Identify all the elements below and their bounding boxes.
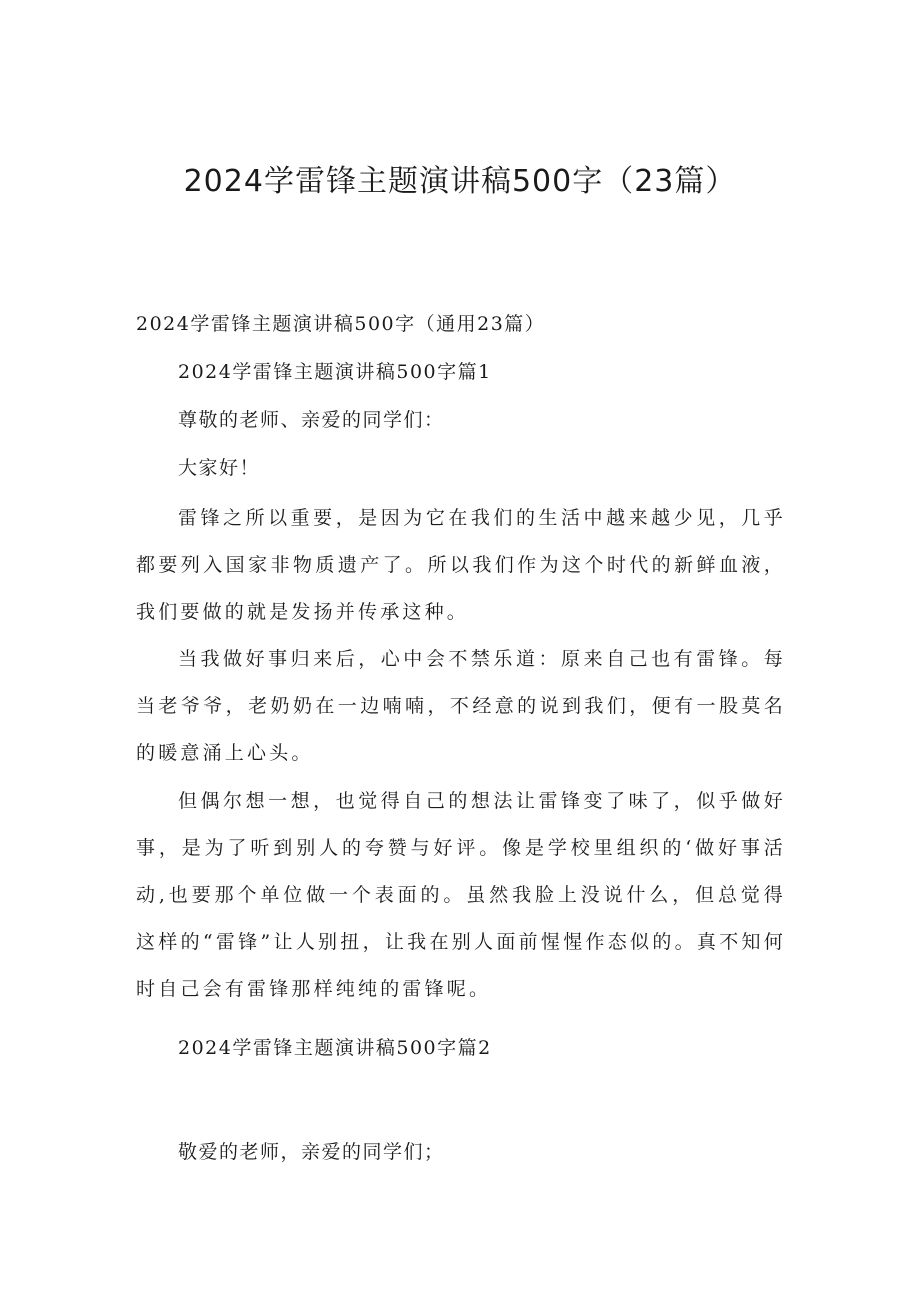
paragraph-1: 雷锋之所以重要，是因为它在我们的生活中越来越少见，几乎都要列入国家非物质遗产了。所以我们作为这个时代的新鲜血液，我们要做的就是发扬并传承这种。 bbox=[136, 507, 786, 623]
greeting-2: 敬爱的老师，亲爱的同学们； bbox=[178, 1141, 445, 1163]
hello-line: 大家好！ bbox=[178, 457, 261, 479]
document-title: 2024学雷锋主题演讲稿500字（23篇） bbox=[183, 164, 737, 199]
document-subtitle: 2024学雷锋主题演讲稿500字（通用23篇） bbox=[136, 313, 546, 335]
greeting-1: 尊敬的老师、亲爱的同学们： bbox=[178, 409, 445, 431]
paragraph-2: 当我做好事归来后，心中会不禁乐道：原来自己也有雷锋。每当老爷爷，老奶奶在一边喃喃，不经意的说到我们，便有一股莫名的暖意涌上心头。 bbox=[136, 648, 786, 764]
section-1-heading: 2024学雷锋主题演讲稿500字篇1 bbox=[178, 361, 492, 383]
paragraph-3: 但偶尔想一想，也觉得自己的想法让雷锋变了味了，似乎做好事，是为了听到别人的夸赞与好评。像是学校里组织的‘做好事活动,也要那个单位做一个表面的。虽然我脸上没说什么，但总觉得这样的“雷锋”让人别扭，让我在别人面前惺惺作态似的。真不知何时自己会有雷锋那样纯纯的雷锋呢。 bbox=[136, 790, 786, 1000]
section-2-heading: 2024学雷锋主题演讲稿500字篇2 bbox=[178, 1037, 492, 1059]
